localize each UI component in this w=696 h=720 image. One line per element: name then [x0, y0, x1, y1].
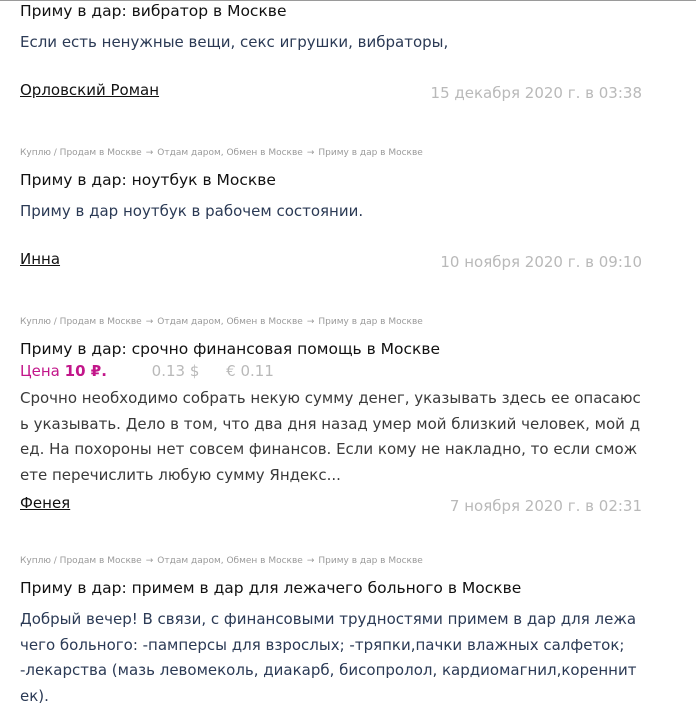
listing-description: Приму в дар ноутбук в рабочем состоянии.: [20, 202, 364, 220]
breadcrumb-item[interactable]: Отдам даром, Обмен в Москве: [157, 317, 303, 327]
breadcrumb-item[interactable]: Куплю / Продам в Москве: [20, 317, 142, 327]
breadcrumb-arrow-icon: →: [306, 148, 315, 158]
listing-meta: [20, 250, 642, 274]
breadcrumb-item[interactable]: Отдам даром, Обмен в Москве: [157, 556, 303, 566]
breadcrumb-item[interactable]: Приму в дар в Москве: [318, 556, 423, 566]
listing-card: [20, 146, 642, 274]
listing-date: 15 декабря 2020 г. в 03:38: [430, 83, 642, 102]
breadcrumb-arrow-icon: →: [145, 148, 154, 158]
breadcrumb-item[interactable]: Куплю / Продам в Москве: [20, 148, 142, 158]
breadcrumb-item[interactable]: Приму в дар в Москве: [318, 317, 423, 327]
breadcrumb-item[interactable]: Отдам даром, Обмен в Москве: [157, 148, 303, 158]
listing-title[interactable]: Приму в дар: срочно финансовая помощь в Москве: [20, 340, 441, 358]
price-label: Цена: [20, 362, 60, 380]
listing-title[interactable]: Приму в дар: ноутбук в Москве: [20, 171, 276, 189]
price-row: [20, 360, 642, 382]
breadcrumb-arrow-icon: →: [306, 317, 315, 327]
listing-card: [20, 315, 642, 518]
listing-meta: [20, 81, 642, 105]
breadcrumb: [20, 315, 642, 329]
listing-date: 10 ноября 2020 г. в 09:10: [440, 252, 642, 271]
listing-date: 7 ноября 2020 г. в 02:31: [449, 497, 642, 515]
listing-card: [20, 554, 642, 709]
breadcrumb-item[interactable]: Приму в дар в Москве: [318, 148, 423, 158]
price-eur: € 0.11: [226, 362, 274, 380]
price-usd: 0.13 $: [151, 362, 200, 380]
author-link[interactable]: Фенея: [20, 494, 71, 512]
listing-description: Добрый вечер! В связи, с финансовыми трудностями примем в дар для лежачего больного: -памперсы для взрослых; -тряпки,пачки влажных салфеток; -лекарства (мазь левомеколь, диакарб, бисопролол, кардиомагнил,кореннитек).: [20, 610, 637, 705]
breadcrumb-arrow-icon: →: [145, 317, 154, 327]
breadcrumb-arrow-icon: →: [306, 556, 315, 566]
breadcrumb-item[interactable]: Куплю / Продам в Москве: [20, 556, 142, 566]
breadcrumb-arrow-icon: →: [145, 556, 154, 566]
author-link[interactable]: Инна: [20, 249, 61, 268]
listing-title[interactable]: Приму в дар: примем в дар для лежачего больного в Москве: [20, 579, 522, 597]
author-link[interactable]: Орловский Роман: [20, 80, 160, 99]
breadcrumb: [20, 146, 642, 160]
price-value: 10 ₽.: [64, 362, 107, 380]
listing-description: Срочно необходимо собрать некую сумму денег, указывать здесь ее опасаюсь указывать. Дело в том, что два дня назад умер мой близкий человек, мой дед. На похороны нет совсем финансов. Если кому не накладно, то если сможете перечислить любую сумму Яндекс...: [20, 389, 641, 484]
listing-title[interactable]: Приму в дар: вибратор в Москве: [20, 2, 287, 20]
listing-description: Если есть ненужные вещи, секс игрушки, вибраторы,: [20, 33, 449, 51]
listing-meta: [20, 494, 642, 518]
breadcrumb: [20, 554, 642, 568]
listing-card: [20, 0, 642, 105]
